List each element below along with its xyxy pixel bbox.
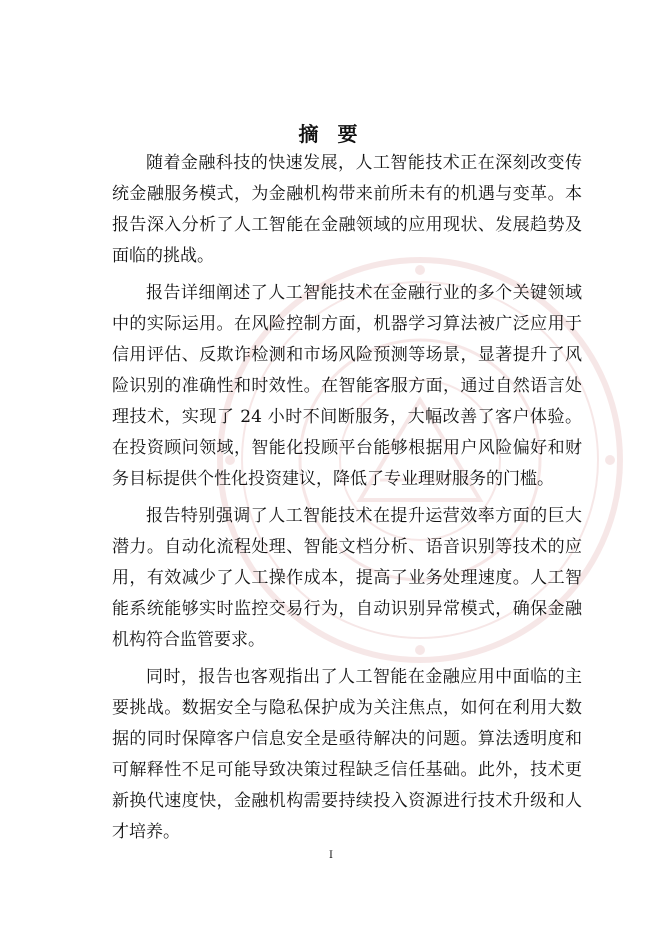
paragraph: 随着金融科技的快速发展，人工智能技术正在深刻改变传统金融服务模式，为金融机构带来前所未有的机遇与变革。本报告深入分析了人工智能在金融领域的应用现状、发展趋势及面临的挑战。 <box>112 153 582 266</box>
paragraph: 报告详细阐述了人工智能技术在金融行业的多个关键领域中的实际运用。在风险控制方面，机器学习算法被广泛应用于信用评估、反欺诈检测和市场风险预测等场景，显著提升了风险识别的准确性和时效性。在智能客服方面，通过自然语言处理技术，实现了 24 小时不间断服务，大幅改善了客户体验。在投资顾问领域，智能化投顾平台能够根据用户风险偏好和财务目标提供个性化投资建议，降低了专业理财服务的门槛。 <box>112 283 582 489</box>
paragraph: 报告特别强调了人工智能技术在提升运营效率方面的巨大潜力。自动化流程处理、智能文档分析、语音识别等技术的应用，有效减少了人工操作成本，提高了业务处理速度。人工智能系统能够实时监控交易行为，自动识别异常模式，确保金融机构符合监管要求。 <box>112 506 582 650</box>
paragraph: 同时，报告也客观指出了人工智能在金融应用中面临的主要挑战。数据安全与隐私保护成为关注焦点，如何在利用大数据的同时保障客户信息安全是亟待解决的问题。算法透明度和可解释性不足可能导致决策过程缺乏信任基础。此外，技术更新换代速度快，金融机构需要持续投入资源进行技术升级和人才培养。 <box>112 667 582 842</box>
page-title: 摘 要 <box>298 122 364 146</box>
abstract-body <box>112 148 582 854</box>
page-number: I <box>329 850 333 861</box>
